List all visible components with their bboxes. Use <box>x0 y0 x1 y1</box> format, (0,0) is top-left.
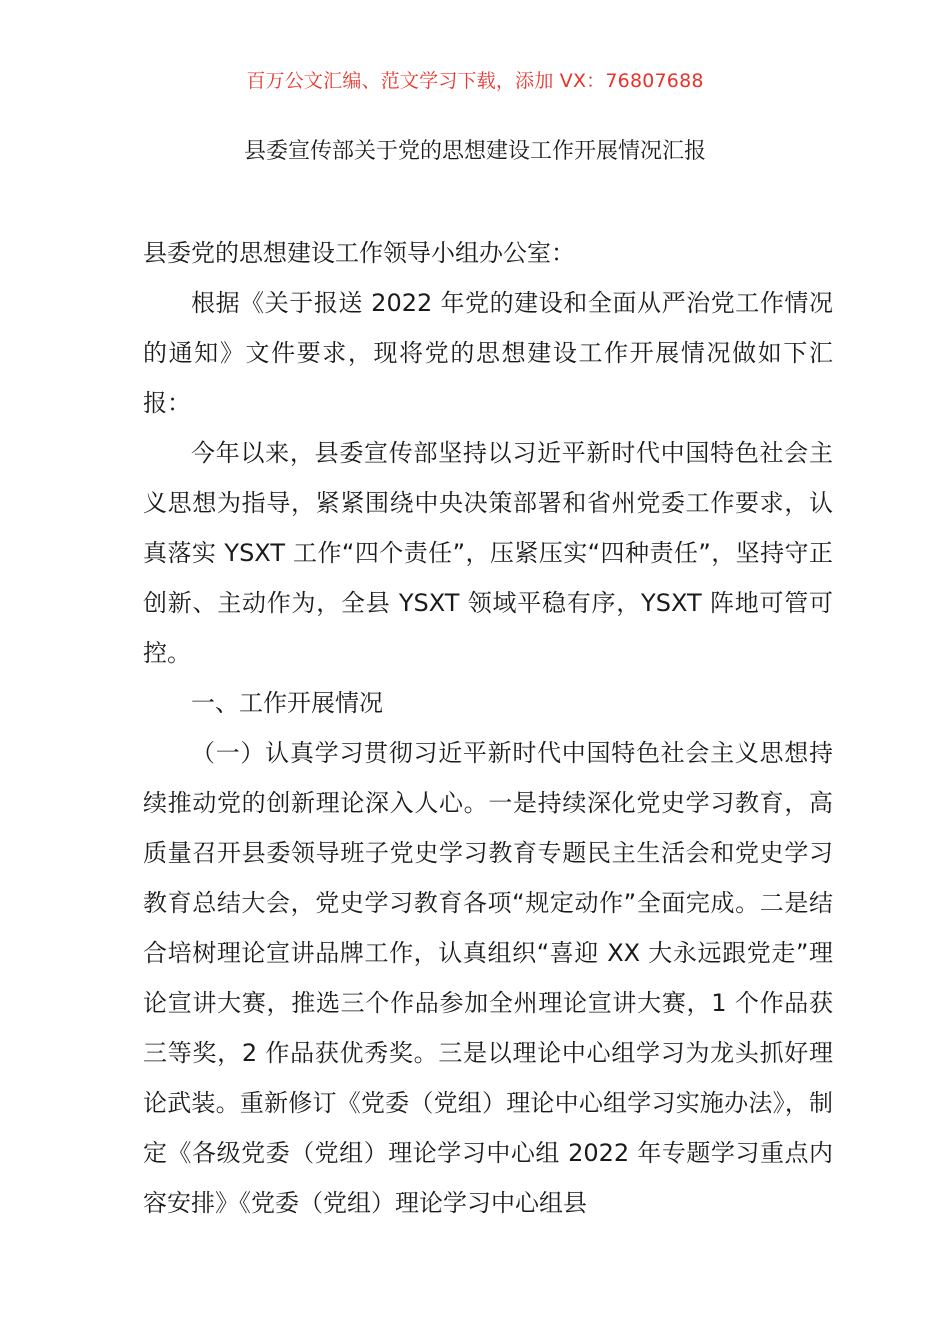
paragraph: 根据《关于报送 2022 年党的建设和全面从严治党工作情况的通知》文件要求，现将党的思想建设工作开展情况做如下汇报： <box>143 289 833 417</box>
paragraph: 今年以来，县委宣传部坚持以习近平新时代中国特色社会主义思想为指导，紧紧围绕中央决策部署和省州党委工作要求，认真落实 YSXT 工作“四个责任”，压紧压实“四种责任”，坚持守正创新、主动作为，全县 YSXT 领域平稳有序，YSXT 阵地可管可控。 <box>143 439 833 667</box>
watermark-banner: 百万公文汇编、范文学习下载，添加 VX：76807688 <box>246 70 704 92</box>
section-heading: 一、工作开展情况 <box>191 689 383 717</box>
salutation: 县委党的思想建设工作领导小组办公室： <box>143 239 575 267</box>
document-title: 县委宣传部关于党的思想建设工作开展情况汇报 <box>243 139 706 164</box>
document-body <box>143 228 833 1228</box>
paragraph: （一）认真学习贯彻习近平新时代中国特色社会主义思想持续推动党的创新理论深入人心。一是持续深化党史学习教育，高质量召开县委领导班子党史学习教育专题民主生活会和党史学习教育总结大会，党史学习教育各项“规定动作”全面完成。二是结合培树理论宣讲品牌工作，认真组织“喜迎 XX 大永远跟党走”理论宣讲大赛，推选三个作品参加全州理论宣讲大赛，1 个作品获三等奖，2 作品获优秀奖。三是以理论中心组学习为龙头抓好理论武装。重新修订《党委（党组）理论中心组学习实施办法》，制定《各级党委（党组）理论学习中心组 2022 年专题学习重点内容安排》《党委（党组）理论学习中心组县 <box>143 739 833 1217</box>
